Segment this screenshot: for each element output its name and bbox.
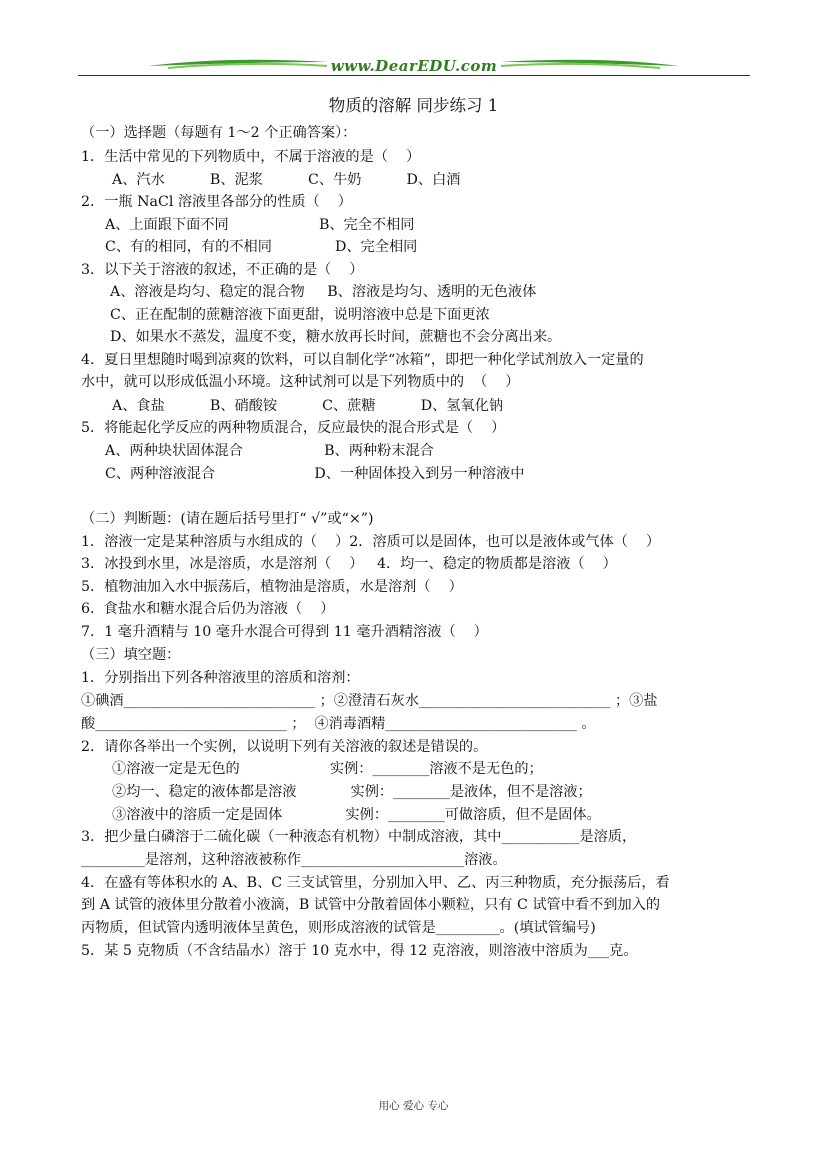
question-line: 2．一瓶 NaCl 溶液里各部分的性质（ ） [81, 194, 352, 210]
question-line: 3．以下关于溶液的叙述，不正确的是（ ） [81, 262, 364, 278]
fill-line: ①碘酒___________________________ ；②澄清石灰水___________________________ ；③盐 [81, 693, 658, 709]
page-footer: 用心 爱心 专心 [378, 1100, 449, 1112]
choice-options: D、如果水不蒸发，温度不变，糖水放再长时间，蔗糖也不会分离出来。 [110, 329, 562, 345]
fill-line: 丙物质，但试管内透明液体呈黄色，则形成溶液的试管是_________。(填试管编号) [81, 920, 596, 936]
judge-line: 1．溶液一定是某种溶质与水组成的（ ）2．溶质可以是固体，也可以是液体或气体（ ） [81, 534, 661, 550]
question-line: 1．生活中常见的下列物质中，不属于溶液的是（ ） [81, 149, 421, 165]
fill-line: 3．把少量白磷溶于二硫化碳（一种液态有机物）中制成溶液，其中___________是溶质， [81, 829, 637, 845]
judge-line: 7．1 毫升酒精与 10 毫升水混合可得到 11 毫升酒精溶液（ ） [81, 624, 488, 640]
page-title: 物质的溶解 同步练习 1 [328, 96, 499, 115]
judge-line: 3．冰投到水里，冰是溶质，水是溶剂（ ） 4．均一、稳定的物质都是溶液（ ） [81, 556, 617, 572]
fill-line: 4．在盛有等体积水的 A、B、C 三支试管里，分别加入甲、乙、丙三种物质，充分振荡后，看 [81, 875, 670, 891]
choice-options: A、两种块状固体混合 B、两种粉末混合 [105, 443, 434, 459]
section-heading-fill: （三）填空题： [81, 647, 181, 663]
question-line: 4．夏日里想随时喝到凉爽的饮料，可以自制化学“冰箱”，即把一种化学试剂放入一定量的 [81, 352, 644, 368]
fill-line: 1．分别指出下列各种溶液里的溶质和溶剂： [81, 670, 360, 686]
question-line: 5．将能起化学反应的两种物质混合，反应最快的混合形式是（ ） [81, 420, 506, 436]
site-logo-text: www.DearEDU.com [78, 57, 750, 75]
fill-line: 5．某 5 克物质（不含结晶水）溶于 10 克水中，得 12 克溶液，则溶液中溶质为___克。 [81, 943, 638, 959]
choice-options: C、正在配制的蔗糖溶液下面更甜，说明溶液中总是下面更浓 [110, 307, 490, 323]
fill-line: 酸___________________________ ； ④消毒酒精___________________________ 。 [81, 716, 596, 732]
fill-line: 2．请你各举出一个实例，以说明下列有关溶液的叙述是错误的。 [81, 739, 488, 755]
section-heading-choice: （一）选择题（每题有 1～2 个正确答案）： [81, 125, 357, 141]
choice-options: A、汽水 B、泥浆 C、牛奶 D、白酒 [112, 172, 461, 188]
fill-line: 到 A 试管的液体里分散着小液滴，B 试管中分散着固体小颗粒，只有 C 试管中看不到加入的 [81, 897, 661, 913]
section-heading-judge: （二）判断题：(请在题后括号里打“ √”或“×”) [81, 511, 374, 527]
choice-options: A、上面跟下面不同 B、完全不相同 [105, 217, 415, 233]
fill-line: ①溶液一定是无色的 实例：________溶液不是无色的； [112, 761, 543, 777]
choice-options: A、食盐 B、硝酸铵 C、蔗糖 D、氢氧化钠 [112, 398, 504, 414]
question-line: 水中，就可以形成低温小环境。这种试剂可以是下列物质中的 （ ） [81, 374, 520, 390]
choice-options: C、两种溶液混合 D、一种固体投入到另一种溶液中 [105, 466, 525, 482]
fill-line: ②均一、稳定的液体都是溶液 实例：________是液体，但不是溶液； [112, 784, 592, 800]
judge-line: 6. 食盐水和糖水混合后仍为溶液（ ） [81, 601, 335, 617]
fill-line: _________是溶剂，这种溶液被称作_______________________溶液。 [81, 852, 507, 868]
choice-options: A、溶液是均匀、稳定的混合物 B、溶液是均匀、透明的无色液体 [110, 284, 537, 300]
judge-line: 5．植物油加入水中振荡后，植物油是溶质，水是溶剂（ ） [81, 579, 463, 595]
fill-line: ③溶液中的溶质一定是固体 实例：________可做溶质，但不是固体。 [112, 807, 601, 823]
choice-options: C、有的相同，有的不相同 D、完全相同 [105, 239, 418, 255]
